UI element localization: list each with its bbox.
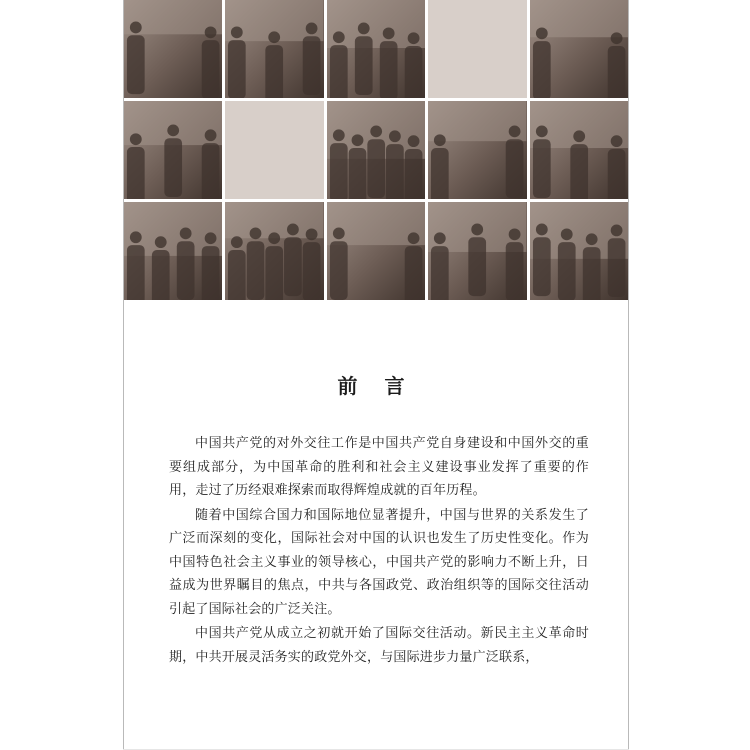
photo-tile-group-portrait bbox=[428, 101, 526, 199]
photo-tile-document-exchange bbox=[225, 0, 323, 98]
photo-tile-banner-meeting bbox=[530, 0, 628, 98]
photo-tile-group-photo-steps bbox=[124, 202, 222, 300]
photo-tile-conference-table bbox=[327, 202, 425, 300]
photo-tile-officials-standing bbox=[124, 0, 222, 98]
photo-mosaic bbox=[124, 0, 628, 300]
photo-tile-students-gathering bbox=[530, 101, 628, 199]
page-title: 前 言 bbox=[337, 374, 415, 398]
paragraph: 中国共产党的对外交往工作是中国共产党自身建设和中国外交的重要组成部分，为中国革命的胜利和社会主义建设事业发挥了重要的作用，走过了历经艰难探索而取得辉煌成就的百年历程。 bbox=[169, 436, 589, 498]
preface-body bbox=[169, 432, 589, 670]
photo-tile-speaker-podium bbox=[124, 101, 222, 199]
paragraph: 随着中国综合国力和国际地位显著提升，中国与世界的关系发生了广泛而深刻的变化，国际社会对中国的认识也发生了历史性变化。作为中国特色社会主义事业的领导核心，中国共产党的影响力不断上升，日益成为世界瞩目的焦点，中共与各国政党、政治组织等的国际交往活动引起了国际社会的广泛关注。 bbox=[169, 507, 589, 617]
document-page bbox=[123, 0, 629, 750]
photo-tile-seated-meeting bbox=[327, 101, 425, 199]
photo-tile-women-dialogue bbox=[530, 202, 628, 300]
photo-tile-blank bbox=[225, 101, 323, 199]
photo-tile-crowd-welcome bbox=[225, 202, 323, 300]
photo-tile-banner-conference bbox=[428, 202, 526, 300]
photo-tile-blank bbox=[428, 0, 526, 98]
paragraph: 中国共产党从成立之初就开始了国际交往活动。新民主主义革命时期，中共开展灵活务实的政党外交，与国际进步力量广泛联系， bbox=[169, 626, 589, 665]
photo-tile-group-walking bbox=[327, 0, 425, 98]
